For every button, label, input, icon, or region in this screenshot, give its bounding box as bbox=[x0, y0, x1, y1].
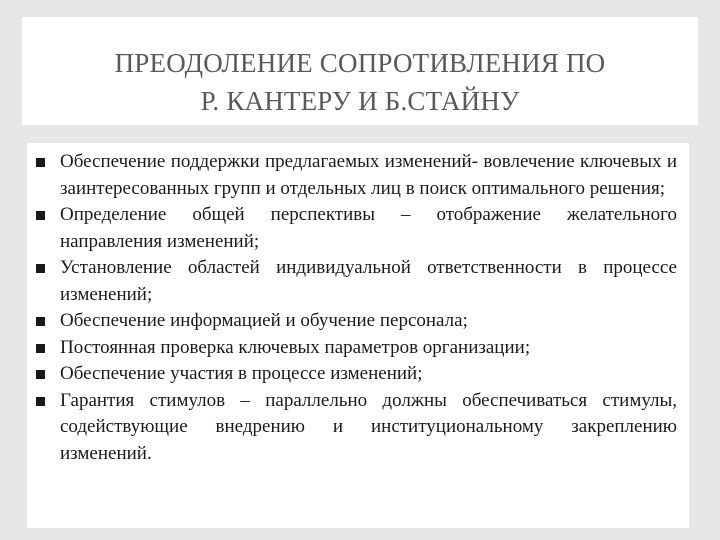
square-bullet-icon bbox=[36, 370, 45, 379]
square-bullet-icon bbox=[36, 211, 45, 220]
square-bullet-icon bbox=[36, 317, 45, 326]
bullet-text: Обеспечение поддержки предлагаемых изменений- вовлечение ключевых и заинтересованных групп и отдельных лиц в поиск оптимального решения; bbox=[60, 151, 677, 199]
square-bullet-icon bbox=[36, 158, 45, 167]
square-bullet-icon bbox=[36, 264, 45, 273]
title-box bbox=[22, 17, 698, 125]
bullet-item bbox=[33, 335, 677, 362]
bullet-text: Обеспечение участия в процессе изменений; bbox=[60, 363, 423, 384]
bullet-text: Установление областей индивидуальной ответственности в процессе изменений; bbox=[60, 257, 677, 305]
square-bullet-icon bbox=[36, 397, 45, 406]
bullet-text: Определение общей перспективы – отображение желательного направления изменений; bbox=[60, 204, 677, 252]
bullet-item bbox=[33, 149, 677, 202]
square-bullet-icon bbox=[36, 344, 45, 353]
bullet-item bbox=[33, 255, 677, 308]
bullet-item bbox=[33, 308, 677, 335]
slide-title-line-2: Р. КАНТЕРУ И Б.СТАЙНУ bbox=[200, 86, 520, 116]
bullet-text: Постоянная проверка ключевых параметров организации; bbox=[60, 336, 531, 358]
bullet-item bbox=[33, 361, 677, 388]
content-box bbox=[27, 143, 689, 528]
slide-title-line-1: ПРЕОДОЛЕНИЕ СОПРОТИВЛЕНИЯ ПО bbox=[114, 48, 606, 78]
bullet-list bbox=[33, 149, 677, 467]
bullet-text: Обеспечение информацией и обучение персонала; bbox=[60, 310, 468, 331]
bullet-item bbox=[33, 388, 677, 468]
bullet-item bbox=[33, 202, 677, 255]
bullet-text: Гарантия стимулов – параллельно должны обеспечиваться стимулы, содействующие внедрению и институциональному закреплению изменений. bbox=[60, 389, 677, 464]
